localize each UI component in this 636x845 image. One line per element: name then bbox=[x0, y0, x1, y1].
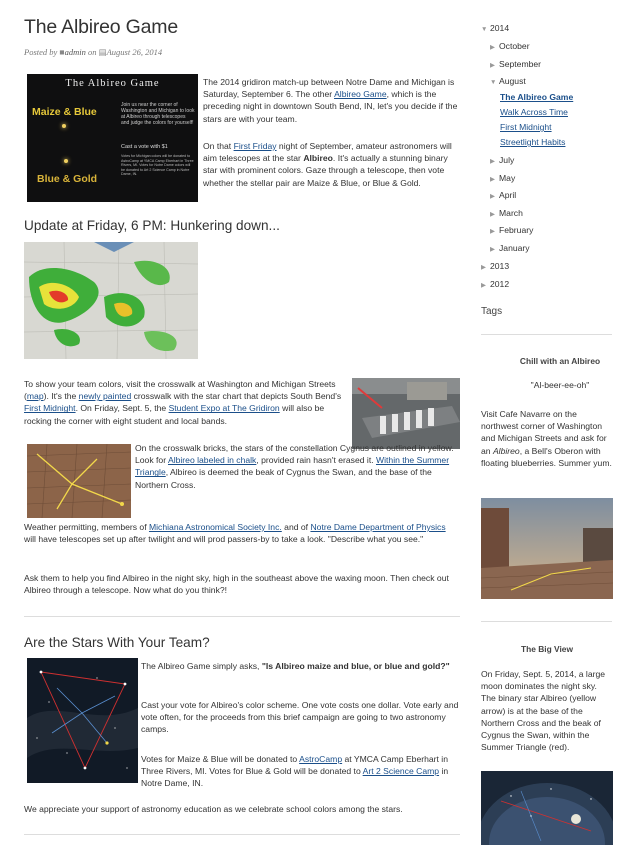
intro-text: . It's actually a stunning binary star with prominent colors. Gaze through a telescope, then vote whether the stellar pair are Maize & Blue, or Blue & Gold. bbox=[203, 153, 448, 188]
archive-month[interactable] bbox=[490, 173, 515, 183]
archive-month[interactable] bbox=[490, 225, 533, 235]
stars-question: "Is Albireo maize and blue, or blue and gold?" bbox=[261, 661, 450, 671]
poster-cast: Cast a vote with $1 bbox=[121, 144, 168, 150]
caret-down-icon: ▼ bbox=[490, 79, 497, 86]
update-text: , Albireo is deemed the beak of Cygnus the Swan, and the base of the Northern Cross. bbox=[135, 467, 432, 490]
stars-text: at YMCA Camp Eberhart in Three Rivers, MI. Votes for Blue & Gold will be donated to bbox=[141, 754, 448, 777]
big-view-sky-image[interactable] bbox=[481, 771, 613, 845]
archive-year-2013[interactable] bbox=[481, 261, 509, 271]
crosswalk-street-photo[interactable] bbox=[352, 378, 460, 449]
cygnus-bricks-photo[interactable] bbox=[27, 444, 131, 518]
update-text: ). It's the bbox=[43, 391, 79, 402]
summer-triangle-link[interactable]: Within the Summer Triangle bbox=[135, 455, 450, 478]
update-text: To show your team colors, visit the crosswalk at Washington and Michigan Streets ( bbox=[24, 379, 336, 402]
caret-right-icon: ▶ bbox=[490, 176, 495, 183]
year-label: 2012 bbox=[490, 279, 510, 289]
michiana-society-link[interactable]: Michiana Astronomical Society Inc. bbox=[148, 522, 282, 532]
month-label: March bbox=[499, 208, 523, 218]
intro-paragraph-2 bbox=[203, 140, 461, 189]
month-label: January bbox=[499, 243, 530, 253]
stars-paragraph-4: We appreciate your support of astronomy education as we celebrate school colors among the stars. bbox=[24, 804, 403, 814]
big-view-text: On Friday, Sept. 5, 2014, a large moon dominates the night sky. The binary star Albireo (yellow arrow) is at the base of the Northern Cross and the beak of Cygnus the Swan, within the Summer Triangle (red). bbox=[481, 669, 606, 753]
caret-right-icon: ▶ bbox=[490, 44, 495, 51]
archive-year-2014[interactable] bbox=[481, 23, 509, 33]
update-text: On the crosswalk bricks, the stars of the constellation Cygnus are outlined in yellow. Look for bbox=[135, 443, 454, 466]
section-divider-bottom bbox=[24, 834, 460, 835]
summer-triangle-sky-image[interactable] bbox=[27, 658, 138, 783]
intro-text: The 2014 gridiron match-up between Notre Dame and Michigan is Saturday, September 6. The other bbox=[203, 77, 455, 100]
sidebar-divider bbox=[481, 334, 612, 335]
section-divider bbox=[24, 616, 460, 617]
map-link[interactable]: map bbox=[26, 391, 44, 402]
calendar-icon: ▤ bbox=[98, 47, 107, 57]
radar-map-image[interactable] bbox=[24, 242, 198, 359]
first-midnight-link[interactable]: First Midnight bbox=[24, 403, 76, 414]
month-label: February bbox=[499, 225, 534, 235]
update-heading: Update at Friday, 6 PM: Hunkering down... bbox=[24, 218, 280, 233]
archive-month[interactable] bbox=[490, 208, 523, 218]
year-label: 2013 bbox=[490, 261, 510, 271]
update-paragraph-2 bbox=[135, 442, 460, 491]
stars-paragraph-3 bbox=[141, 753, 459, 790]
archive-month-august[interactable] bbox=[490, 76, 526, 86]
caret-right-icon: ▶ bbox=[481, 264, 486, 271]
posted-by-label: Posted by bbox=[24, 47, 58, 57]
archive-month[interactable] bbox=[490, 41, 530, 51]
intro-paragraph-1 bbox=[203, 76, 461, 125]
big-view-title: The Big View bbox=[521, 644, 573, 654]
update-text: crosswalk with the star chart that depicts South Bend's bbox=[131, 391, 342, 402]
albireo-bold: Albireo bbox=[303, 153, 333, 164]
month-label: May bbox=[499, 173, 516, 183]
update-text: and of bbox=[281, 522, 311, 532]
month-label: April bbox=[499, 190, 517, 200]
crosswalk-street-graphic bbox=[352, 378, 460, 449]
month-label: July bbox=[499, 155, 515, 165]
caret-right-icon: ▶ bbox=[490, 193, 495, 200]
poster-join: Join us near the corner of Washington and Michigan to look at Albireo through telescopes and judge the colors for yourself! bbox=[121, 102, 195, 126]
archive-post-link[interactable]: First Midnight bbox=[500, 122, 552, 132]
stars-text: The Albireo Game simply asks, bbox=[141, 661, 262, 671]
student-expo-link[interactable]: Student Expo at The Gridiron bbox=[168, 403, 280, 414]
poster-star-bottom bbox=[64, 159, 68, 163]
intro-text: night of September, amateur astronomers will aim telescopes at the star bbox=[203, 141, 452, 164]
stars-paragraph-2: Cast your vote for Albireo's color scheme. One vote costs one dollar. Vote early and vote often, for the proceeds from this brief campaign are going to two astronomy camps. bbox=[141, 700, 459, 735]
chill-text-part: Visit Cafe Navarre on the northwest corner of Washington and Michigan Streets and ask for an bbox=[481, 409, 607, 456]
chill-widget-title: Chill with an Albireo bbox=[519, 356, 601, 366]
update-paragraph-3 bbox=[24, 521, 458, 545]
first-friday-link[interactable]: First Friday bbox=[233, 141, 277, 151]
update-text: will also be rocking the corner with eight student and local bands. bbox=[24, 403, 325, 426]
month-label: August bbox=[499, 76, 526, 86]
caret-right-icon: ▶ bbox=[490, 228, 495, 235]
author-link[interactable]: admin bbox=[64, 47, 86, 57]
update-paragraph-1 bbox=[24, 378, 346, 427]
caret-right-icon: ▶ bbox=[490, 211, 495, 218]
sidebar-divider bbox=[481, 621, 612, 622]
update-text: , provided rain hasn't erased it. bbox=[256, 455, 376, 466]
stars-heading[interactable]: Are the Stars With Your Team? bbox=[24, 635, 210, 650]
radar-map-graphic bbox=[24, 242, 198, 359]
cafe-navarre-photo[interactable] bbox=[481, 498, 613, 599]
summer-triangle-sky-graphic bbox=[27, 658, 138, 783]
archive-post-link[interactable]: Walk Across Time bbox=[500, 107, 568, 117]
archive-month[interactable] bbox=[490, 190, 516, 200]
stars-paragraph-1 bbox=[141, 660, 459, 672]
user-icon: ■ bbox=[59, 47, 65, 57]
intro-text: On that bbox=[203, 141, 234, 151]
archive-post-link[interactable]: The Albireo Game bbox=[500, 92, 574, 102]
cafe-navarre-graphic bbox=[481, 498, 613, 599]
archive-month[interactable] bbox=[490, 243, 530, 253]
month-label: October bbox=[499, 41, 530, 51]
caret-right-icon: ▶ bbox=[490, 246, 495, 253]
archive-post-link[interactable]: Streetlight Habits bbox=[500, 137, 566, 147]
stars-text: Votes for Maize & Blue will be donated to bbox=[141, 754, 300, 764]
cygnus-bricks-graphic bbox=[27, 444, 131, 518]
post-meta bbox=[24, 47, 162, 58]
post-title[interactable]: The Albireo Game bbox=[24, 16, 178, 38]
year-label: 2014 bbox=[490, 23, 510, 33]
month-label: September bbox=[499, 59, 542, 69]
intro-text: , which is the preceding night in downtown South Bend, IN, let's you decide if the stars are with your team. bbox=[203, 89, 458, 124]
stars-text: in Notre Dame, IN. bbox=[141, 766, 449, 789]
update-paragraph-4: Ask them to help you find Albireo in the night sky, high in the southeast above the waxing moon. Then check out Albireo through a telescope. Now what do you think?! bbox=[24, 573, 449, 596]
update-text: . On Friday, Sept. 5, the bbox=[75, 403, 169, 414]
poster-star-top bbox=[62, 124, 66, 128]
on-label: on bbox=[87, 47, 97, 57]
art2science-link[interactable]: Art 2 Science Camp bbox=[362, 766, 440, 777]
albireo-game-link[interactable]: Albireo Game bbox=[334, 89, 387, 100]
big-view-sky-graphic bbox=[481, 771, 613, 845]
tags-heading: Tags bbox=[481, 306, 503, 317]
chill-text-part: , a Bell's Oberon with floating blueberries. Summer yum. bbox=[481, 445, 612, 468]
albireo-chalk-link[interactable]: Albireo labeled in chalk bbox=[167, 455, 257, 466]
caret-down-icon: ▼ bbox=[481, 26, 488, 33]
newly-painted-link[interactable]: newly painted bbox=[78, 391, 132, 402]
albireo-game-poster[interactable] bbox=[27, 74, 198, 202]
poster-fine: Votes for Michigan colors will be donated to AstroCamp at YMCA Camp Eberhart in Three Rivers, MI. Votes for Notre Dame colors will be donated to Art 2 Science Camp in Notre Dame, IN. bbox=[121, 154, 194, 176]
archive-year-2012[interactable] bbox=[481, 279, 509, 289]
astrocamp-link[interactable]: AstroCamp bbox=[299, 754, 343, 764]
chill-pronunciation: "Al-beer-ee-oh" bbox=[530, 380, 590, 390]
caret-right-icon: ▶ bbox=[481, 282, 486, 289]
poster-gold: Blue & Gold bbox=[37, 173, 98, 185]
update-text: will have telescopes set up after twilight and will prod passers-by to take a look. "Describe what you see." bbox=[24, 534, 424, 545]
poster-maize: Maize & Blue bbox=[32, 106, 97, 118]
caret-right-icon: ▶ bbox=[490, 62, 495, 69]
chill-albireo-italic: Albireo bbox=[492, 445, 520, 456]
archive-month[interactable] bbox=[490, 59, 541, 69]
archive-month[interactable] bbox=[490, 155, 514, 165]
chill-text bbox=[481, 408, 613, 469]
poster-title: The Albireo Game bbox=[65, 78, 160, 89]
nd-physics-link[interactable]: Notre Dame Department of Physics bbox=[310, 522, 446, 532]
post-date: August 26, 2014 bbox=[106, 47, 163, 57]
update-text: Weather permitting, members of bbox=[24, 522, 149, 532]
caret-right-icon: ▶ bbox=[490, 158, 495, 165]
